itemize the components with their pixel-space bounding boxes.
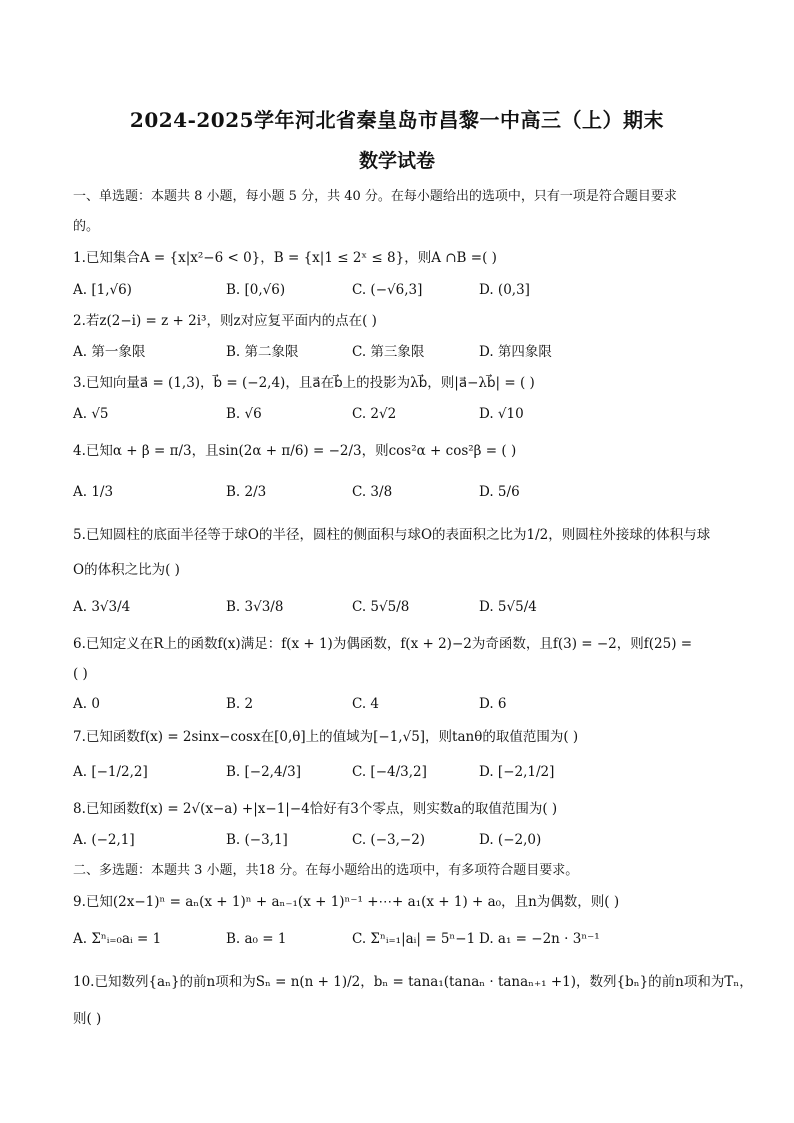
question-8-stem: 8.已知函数f(x) = 2√(x−a) +|x−1|−4恰好有3个零点，则实数a的取值范围为( ) [73,801,558,817]
question-6-stem-cont: ( ) [73,666,88,682]
question-1-option-a: A. [1,√6) [73,282,132,298]
question-1-option-d: D. (0,3] [479,282,530,298]
question-7-option-d: D. [−2,1/2] [479,764,555,780]
question-4-option-a: A. 1/3 [73,484,114,500]
question-3-option-a: A. √5 [73,406,109,422]
question-3-stem: 3.已知向量a⃗ = (1,3)，b⃗ = (−2,4)，且a⃗在b⃗上的投影为λb⃗，则|a⃗−λb⃗| = ( ) [73,375,535,391]
question-1-option-b: B. [0,√6) [226,282,286,298]
question-3-option-d: D. √10 [479,406,524,422]
question-1-option-c: C. (−√6,3] [352,282,423,298]
question-1-stem: 1.已知集合A = {x|x²−6 < 0}，B = {x|1 ≤ 2ˣ ≤ 8}，则A ∩B =( ) [73,250,497,266]
question-6-option-d: D. 6 [479,696,507,712]
question-6-option-c: C. 4 [352,696,380,712]
question-9-option-c: C. Σⁿᵢ₌₁|aᵢ| = 5ⁿ−1 [352,931,476,947]
question-10-stem-cont: 则( ) [73,1011,102,1027]
question-6-option-a: A. 0 [73,696,100,712]
question-4-option-b: B. 2/3 [226,484,267,500]
question-8-option-a: A. (−2,1] [73,832,135,848]
question-5-option-c: C. 5√5/8 [352,599,410,615]
section1-header-cont: 的。 [73,219,100,234]
question-5-option-d: D. 5√5/4 [479,599,537,615]
exam-title: 2024-2025学年河北省秦皇岛市昌黎一中高三（上）期末 [129,108,665,132]
question-9-option-d: D. a₁ = −2n · 3ⁿ⁻¹ [479,931,600,947]
question-5-option-b: B. 3√3/8 [226,599,284,615]
question-6-stem: 6.已知定义在R上的函数f(x)满足：f(x + 1)为偶函数，f(x + 2)−2为奇函数，且f(3) = −2，则f(25) = [73,636,693,652]
question-10-stem: 10.已知数列{aₙ}的前n项和为Sₙ = n(n + 1)/2，bₙ = tana₁(tanaₙ · tanaₙ₊₁ +1)，数列{bₙ}的前n项和为Tₙ， [73,974,753,990]
question-5-stem: 5.已知圆柱的底面半径等于球O的半径，圆柱的侧面积与球O的表面积之比为1/2，则圆柱外接球的体积与球 [73,527,711,543]
question-5-stem-cont: O的体积之比为( ) [73,562,180,578]
question-9-option-a: A. Σⁿᵢ₌₀aᵢ = 1 [73,931,162,947]
question-3-option-c: C. 2√2 [352,406,397,422]
question-5-option-a: A. 3√3/4 [73,599,131,615]
question-3-option-b: B. √6 [226,406,262,422]
question-2-stem: 2.若z(2−i) = z + 2i³，则z对应复平面内的点在( ) [73,313,377,329]
section2-header: 二、多选题：本题共 3 小题，共18 分。在每小题给出的选项中，有多项符合题目要求。 [73,863,579,878]
question-8-option-b: B. (−3,1] [226,832,288,848]
question-7-option-a: A. [−1/2,2] [73,764,148,780]
question-2-option-a: A. 第一象限 [73,344,146,360]
question-7-option-c: C. [−4/3,2] [352,764,427,780]
question-2-option-c: C. 第三象限 [352,344,425,360]
question-9-stem: 9.已知(2x−1)ⁿ = aₙ(x + 1)ⁿ + aₙ₋₁(x + 1)ⁿ⁻¹ +⋯+ a₁(x + 1) + a₀，且n为偶数，则( ) [73,894,620,910]
question-6-option-b: B. 2 [226,696,254,712]
question-7-stem: 7.已知函数f(x) = 2sinx−cosx在[0,θ]上的值域为[−1,√5]，则tanθ的取值范围为( ) [73,729,579,745]
question-9-option-b: B. a₀ = 1 [226,931,287,947]
question-4-option-c: C. 3/8 [352,484,393,500]
question-8-option-c: C. (−3,−2) [352,832,426,848]
section1-header: 一、单选题：本题共 8 小题，每小题 5 分，共 40 分。在每小题给出的选项中，只有一项是符合题目要求 [73,189,677,204]
question-4-option-d: D. 5/6 [479,484,520,500]
question-2-option-b: B. 第二象限 [226,344,299,360]
exam-subtitle: 数学试卷 [358,150,435,172]
question-7-option-b: B. [−2,4/3] [226,764,301,780]
question-8-option-d: D. (−2,0) [479,832,542,848]
question-4-stem: 4.已知α + β = π/3，且sin(2α + π/6) = −2/3，则cos²α + cos²β = ( ) [73,443,517,459]
question-2-option-d: D. 第四象限 [479,344,552,360]
